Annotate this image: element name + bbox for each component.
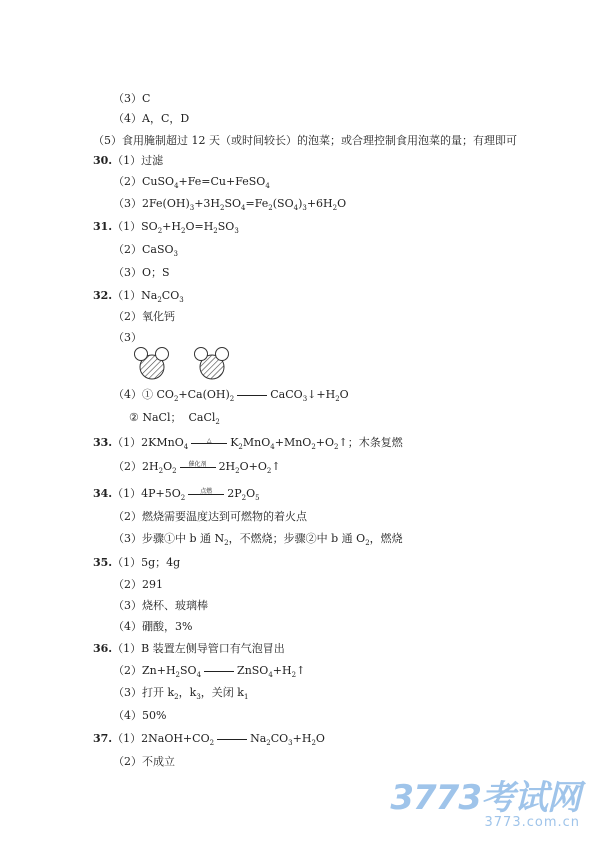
- site-watermark: [390, 770, 580, 830]
- answer-36-4: （4）50%: [113, 709, 167, 722]
- watermark-url: 3773.com.cn: [484, 815, 580, 830]
- question-number-34: 34.: [93, 487, 113, 500]
- answer-37-1: $37.(1)2NaOH+CO_2$ $Na_2CO_3+H_2O$: [93, 732, 325, 747]
- answer-32-1: $32.(1)Na_2CO_3$: [93, 289, 184, 304]
- answer-29-4: （4）A，C，D: [113, 112, 190, 125]
- question-number-30: 30.: [93, 154, 113, 167]
- answer-29-5: （5）食用腌制超过 12 天（或时间较长）的泡菜；或合理控制食用泡菜的量；有理即可: [93, 134, 517, 147]
- answer-29-3: （3）C: [113, 92, 151, 105]
- answer-34-2: （2）燃烧需要温度达到可燃物的着火点: [113, 510, 307, 523]
- question-number-33: 33.: [93, 436, 113, 449]
- question-number-36: 36.: [93, 642, 113, 655]
- answer-32-4b: ② NaCl； CaCl$_2$: [129, 411, 220, 426]
- answer-31-3: （3）O；S: [113, 266, 170, 279]
- answer-36-1: 36.（1）B 装置左侧导管口有气泡冒出: [93, 642, 285, 655]
- answer-35-2: （2）291: [113, 578, 163, 591]
- answer-35-3: （3）烧杯、玻璃棒: [113, 599, 208, 612]
- answer-30-1: 30.（1）过滤: [93, 154, 164, 167]
- molecule-2: [195, 348, 229, 380]
- question-number-35: 35.: [93, 556, 113, 569]
- question-number-31: 31.: [93, 220, 113, 233]
- answer-31-2: （2）CaSO$_3$: [113, 243, 178, 258]
- answer-34-3: （3）步骤①中 b 通 $N_2$，不燃烧；步骤②中 b 通 $O_2$，燃烧: [113, 532, 403, 547]
- answer-32-3: （3）: [113, 331, 142, 344]
- answer-31-1: $31.(1)SO_2+H_2O=H_2SO_3$: [93, 220, 239, 235]
- watermark-logo: 3773考试网: [390, 778, 580, 818]
- answer-36-2: $(2)Zn+H_2SO_4$ $ZnSO_4+H_2↑$: [113, 664, 306, 679]
- answer-33-2: $(2)2H_2O_2$ 催化剂 $2H_2O+O_2↑$: [113, 460, 281, 475]
- answer-35-4: （4）硼酸，3%: [113, 620, 193, 633]
- molecule-model-diagram: [130, 346, 238, 380]
- answer-37-2: （2）不成立: [113, 755, 175, 768]
- answer-32-4a: （4）① $CO_2+Ca(OH)_2$ $CaCO_3↓+H_2O$: [113, 388, 349, 403]
- molecule-1: [135, 348, 169, 380]
- answer-36-3: （3）打开 $k_2$，$k_3$，关闭 $k_1$: [113, 686, 249, 701]
- question-number-37: 37.: [93, 732, 113, 745]
- answer-33-1: 33.（1）2KMnO$_4$ △ $K_2MnO_4+MnO_2+O_2↑$；木条复燃: [93, 436, 403, 451]
- answer-30-2: （2）CuSO$_4$+Fe=Cu+FeSO$_4$: [113, 175, 270, 190]
- answer-32-2: （2）氧化钙: [113, 310, 175, 323]
- question-number-32: 32.: [93, 289, 113, 302]
- answer-34-1: $34.(1)4P+5O_2$ 点燃 $2P_2O_5$: [93, 487, 260, 502]
- answer-30-3: $(3)2Fe(OH)_3+3H_2SO_4=Fe_2(SO_4)_3+6H_2O$: [113, 197, 347, 212]
- answer-35-1: 35.（1）5g；4g: [93, 556, 181, 569]
